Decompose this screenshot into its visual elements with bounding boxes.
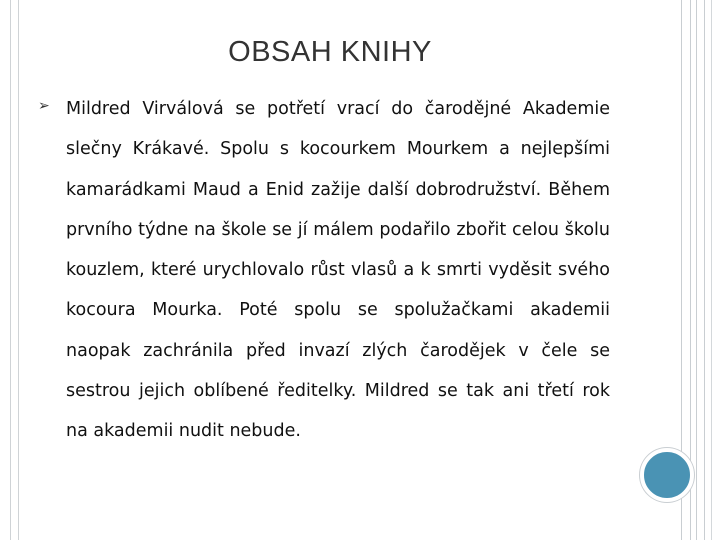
slide-title: OBSAH KNIHY	[228, 36, 432, 68]
summary-paragraph: Mildred Virválová se potřetí vrací do čarodějné Akademie slečny Krákavé. Spolu s kocourkem Mourkem a nejlepšími kamarádkami Maud a Enid zažije další dobrodružství. Během prvního týdne na škole se jí málem podařilo zbořit celou školu kouzlem, které urychlovalo růst vlasů a k smrti vyděsit svého kocoura Mourka. Poté spolu se spolužačkami akademii naopak zachránila před invazí zlých čarodějek v čele se sestrou jejich oblíbené ředitelky. Mildred se tak ani třetí rok na akademii nudit nebude.	[66, 99, 610, 442]
arrow-bullet-icon: ➢	[38, 98, 50, 114]
right-decorative-line	[711, 0, 714, 540]
decorative-circle-icon	[640, 448, 694, 502]
right-decorative-bar	[696, 0, 705, 540]
left-frame-border	[10, 0, 19, 540]
